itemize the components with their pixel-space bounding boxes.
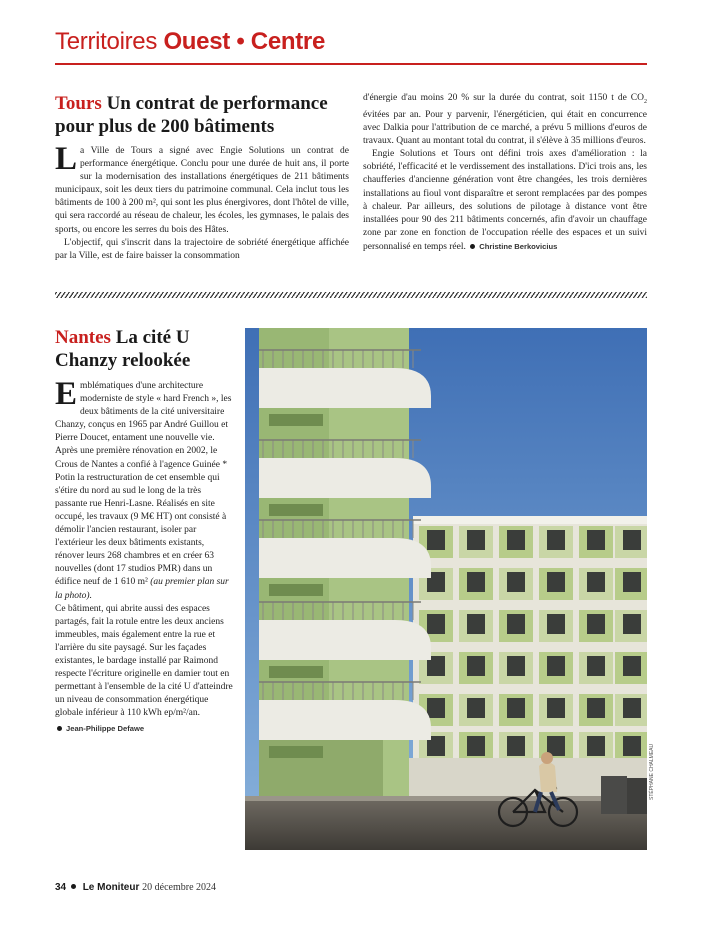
tours-paragraph-2: L'objectif, qui s'inscrit dans la trajectoire de sobriété énergétique affichée par la Ville, est de faire baisser la consommation xyxy=(55,237,349,261)
window xyxy=(587,572,605,592)
window xyxy=(467,572,485,592)
window-awning xyxy=(269,746,323,758)
window xyxy=(467,736,485,756)
window xyxy=(587,698,605,718)
building-illustration xyxy=(245,328,647,850)
nantes-column xyxy=(55,376,235,737)
publication-name: Le Moniteur xyxy=(82,882,140,893)
balcony-slab xyxy=(259,368,431,408)
window xyxy=(507,530,525,550)
nantes-city: Nantes xyxy=(55,327,111,348)
window xyxy=(467,530,485,550)
balcony-slab xyxy=(259,458,431,498)
nantes-paragraph-2: Ce bâtiment, qui abrite aussi des espaces partagés, fait la rotule entre les deux anciens immeubles, mais également entre la rue et l'arrière du site paysagé. Sur les façades existantes, le bardage installé par Raimond respecte l'écriture originelle en damier tout en permettant à l'ensemble de la cité U d'atteindre un niveau de consommation énergétique globale inférieur à 110 kWh ep/m²/an. xyxy=(55,603,233,719)
hatched-divider xyxy=(55,292,647,298)
window xyxy=(547,530,565,550)
nantes-headline-line2: Chanzy relookée xyxy=(55,350,191,371)
nantes-author: Jean-Philippe Defawe xyxy=(66,724,145,734)
window xyxy=(507,736,525,756)
nantes-paragraph xyxy=(55,376,235,603)
tours-paragraph-1 xyxy=(55,141,349,237)
window xyxy=(507,614,525,634)
window xyxy=(547,614,565,634)
window xyxy=(467,614,485,634)
window xyxy=(623,614,641,634)
tours-column-right xyxy=(363,92,647,254)
nantes-headline xyxy=(55,326,235,372)
section-rule xyxy=(55,63,647,65)
window-awning xyxy=(269,414,323,426)
window xyxy=(623,736,641,756)
window-awning xyxy=(269,504,323,516)
tours-city: Tours xyxy=(55,93,102,114)
window-awning xyxy=(269,584,323,596)
author-bullet-icon xyxy=(57,726,62,731)
nantes-body-a: mblématiques d'une architecture moderniste de style « hard French », les deux bâtiments de la cité universitaire Chanzy, conçus en 1965 par André Guillou et Pierre Doucet, entament une nouvelle vie. Après une première rénovation en 2002, le Crous de Nantes a confié à l'agence Guinée * Potin la restructuration de cet ensemble qui s'étire du nord au sud le long de la très passante rue Henri-Lasne. Réalisés en site occupé, les travaux (9 M€ HT) ont consisté à démolir l'ancien restaurant, isoler par l'extérieur les deux bâtiments existants, rénover leurs 268 chambres et en créer 63 nouvelles (dont 17 studios PMR) dans un édifice neuf de 1 610 m² xyxy=(55,381,232,588)
tours-p3-b: évitées par an. Pour y parvenir, l'énergéticien, qui était en concurrence avec Dalkia pour l'attribution de ce marché, a prévu 5 millions d'euros de travaux. Quant au montant total du contrat, il s'élève à 35 millions d'euros. xyxy=(363,109,647,147)
balcony-slab xyxy=(259,700,431,740)
tours-headline xyxy=(55,92,355,138)
balcony-slab xyxy=(259,620,431,660)
section-title-bold: Ouest • Centre xyxy=(163,28,326,55)
window xyxy=(507,698,525,718)
page-number: 34 xyxy=(55,882,67,893)
window xyxy=(507,572,525,592)
nantes-body-italic: (au premier plan sur la photo). xyxy=(55,577,229,601)
tours-paragraph-1-text: a Ville de Tours a signé avec Engie Solutions un contrat de performance énergétique. Conclu pour une durée de huit ans, il porte sur la modernisation des installations énergétiques de 211 bâtiments municipaux, soit les deux tiers du patrimoine communal. Cela inclut tous les bâtiments de 100 à 200 m², qui sont les plus énergivores, dont l'hôtel de ville, qui sera raccordé au réseau de chaleur, les écoles, les gymnases, le palais des sports, ou encore les serres du bois des Hâtes. xyxy=(55,146,349,235)
tours-p3-sub: 2 xyxy=(644,98,647,105)
tours-p4-text: Engie Solutions et Tours ont défini trois axes d'amélioration : la sobriété, l'efficacité et le verdissement des installations. D'ici trois ans, les chaufferies d'ancienne génération vont être changées, les trois dernières installations au fioul vont disparaître et seront remplacées par des pompes à chaleur. Par ailleurs, des solutions de pilotage à distance vont être installées pour 90 des 211 bâtiments concernés, afin d'avoir un chauffage zone par zone en fonction de l'occupation réelle des espaces et un suivi personnalisé en temps réel. xyxy=(363,149,647,252)
window xyxy=(427,614,445,634)
footer-bullet-icon xyxy=(71,884,76,889)
window xyxy=(587,656,605,676)
window xyxy=(623,530,641,550)
window xyxy=(427,698,445,718)
tours-headline-line1: Un contrat de performance xyxy=(106,93,328,114)
window xyxy=(427,530,445,550)
window xyxy=(623,656,641,676)
tours-p3-a: d'énergie d'au moins 20 % sur la durée du contrat, soit 1150 t de CO xyxy=(363,93,644,103)
issue-date: 20 décembre 2024 xyxy=(142,882,217,893)
nantes-headline-line1: La cité U xyxy=(115,327,190,348)
page-footer xyxy=(55,882,216,893)
photo-credit: STÉPHANE CHALMEAU xyxy=(649,743,655,800)
nantes-dropcap: E xyxy=(55,376,78,412)
window xyxy=(507,656,525,676)
nantes-author-line xyxy=(55,722,235,736)
window xyxy=(547,698,565,718)
tours-column-left xyxy=(55,141,349,263)
window xyxy=(467,656,485,676)
window xyxy=(623,572,641,592)
author-bullet-icon xyxy=(470,244,475,249)
section-title-light: Territoires xyxy=(55,28,158,55)
window xyxy=(587,530,605,550)
window xyxy=(587,614,605,634)
tours-paragraph-3 xyxy=(363,92,647,148)
tours-paragraph-4 xyxy=(363,148,647,254)
tours-author: Christine Berkovicius xyxy=(479,241,558,251)
window-awning xyxy=(269,666,323,678)
balcony-slab xyxy=(259,538,431,578)
window xyxy=(467,698,485,718)
tours-dropcap: L xyxy=(55,141,78,177)
window xyxy=(547,572,565,592)
cite-chanzy-photo xyxy=(245,328,647,850)
tours-headline-line2: pour plus de 200 bâtiments xyxy=(55,116,275,137)
window xyxy=(623,698,641,718)
window xyxy=(547,656,565,676)
window xyxy=(587,736,605,756)
section-title xyxy=(55,28,325,56)
